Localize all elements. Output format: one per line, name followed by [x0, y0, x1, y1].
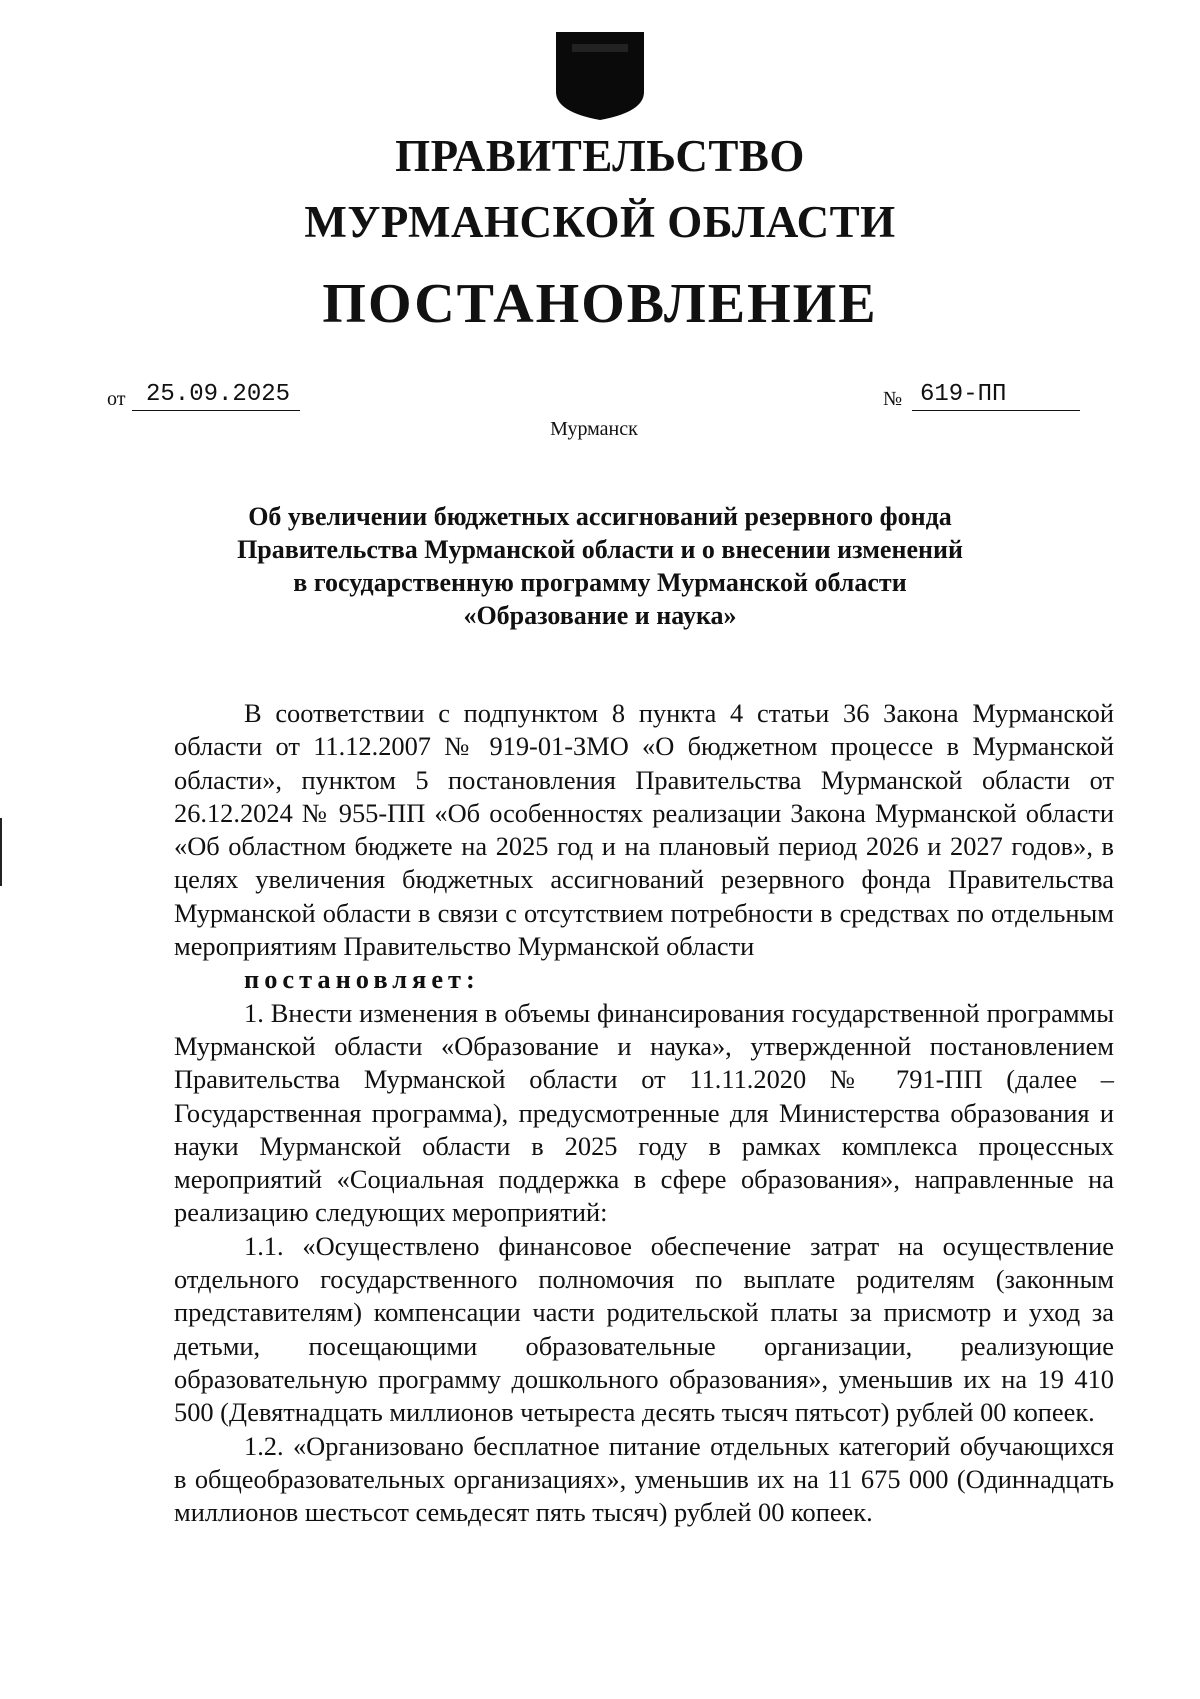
document-date: 25.09.2025 [132, 380, 300, 411]
title-line: Правительства Мурманской области и о внесении изменений [237, 535, 963, 564]
document-title [160, 500, 1040, 632]
item-1-paragraph: 1. Внести изменения в объемы финансирования государственной программы Мурманской области «Образование и наука», утвержденной постановлением Правительства Мурманской области от 11.11.2020 № 791-ПП (далее – Государственная программа), предусмотренные для Министерства образования и науки Мурманской области в 2025 году в рамках комплекса процессных мероприятий «Социальная поддержка в сфере образования», направленные на реализацию следующих мероприятий: [174, 997, 1114, 1228]
resolves-word: постановляет: [244, 964, 480, 995]
date-number-row [0, 380, 1200, 416]
document-number: 619-ПП [912, 380, 1080, 411]
document-body [174, 697, 1114, 1529]
city-name: Мурманск [550, 418, 638, 440]
title-line: «Образование и наука» [463, 601, 737, 630]
document-type: ПОСТАНОВЛЕНИЕ [322, 273, 878, 335]
preamble-paragraph: В соответствии с подпунктом 8 пункта 4 статьи 36 Закона Мурманской области от 11.12.2007 № 919-01-ЗМО «О бюджетном процессе в Мурманской области», пунктом 5 постановления Правительства Мурманской области от 26.12.2024 № 955-ПП «Об особенностях реализации Закона Мурманской области «Об областном бюджете на 2025 год и на плановый период 2026 и 2027 годов», в целях увеличения бюджетных ассигнований резервного фонда Правительства Мурманской области в связи с отсутствием потребности в средствах по отдельным мероприятиям Правительство Мурманской области [174, 698, 1114, 962]
scan-margin-line [0, 818, 2, 886]
item-1-1-paragraph: 1.1. «Осуществлено финансовое обеспечение затрат на осуществление отдельного государственного полномочия по выплате родителям (законным представителям) компенсации части родительской платы за присмотр и уход за детьми, посещающими образовательные организации, реализующие образовательную программу дошкольного образования», уменьшив их на 19 410 500 (Девятнадцать миллионов четыреста десять тысяч пятьсот) рублей 00 копеек. [174, 1230, 1114, 1428]
org-name-line1: ПРАВИТЕЛЬСТВО [395, 131, 805, 181]
number-label: № [883, 388, 903, 410]
emblem-shield-icon [552, 30, 648, 122]
title-line: Об увеличении бюджетных ассигнований резервного фонда [248, 502, 952, 531]
org-name-line2: МУРМАНСКОЙ ОБЛАСТИ [304, 197, 896, 247]
date-label: от [107, 388, 126, 410]
resolves-line [174, 963, 1114, 996]
title-line: в государственную программу Мурманской области [293, 568, 907, 597]
coat-of-arms-emblem [552, 30, 648, 122]
item-1-2-paragraph: 1.2. «Организовано бесплатное питание отдельных категорий обучающихся в общеобразовательных организациях», уменьшив их на 11 675 000 (Одиннадцать миллионов шестьсот семьдесят пять тысяч) рублей 00 копеек. [174, 1430, 1114, 1528]
